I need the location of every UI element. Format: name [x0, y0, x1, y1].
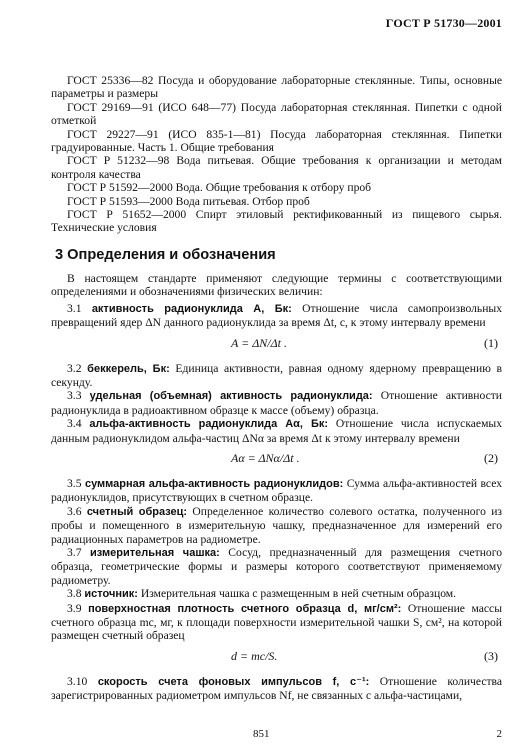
formula-2	[51, 452, 502, 468]
definition-term: активность радионуклида A, Бк:	[91, 302, 292, 315]
reference-item: ГОСТ Р 51652—2000 Спирт этиловый ректификованный из пищевого сырья. Технические условия	[51, 208, 502, 235]
definition-term: удельная (объемная) активность радионуклида:	[89, 390, 373, 403]
standard-header: ГОСТ Р 51730—2001	[385, 16, 502, 30]
definition-3-7: 3.7 измерительная чашка: Сосуд, предназначенный для размещения счетного образца, геометрические формы и размеры которого соответствуют применяемому радиометру.	[51, 545, 502, 587]
definition-3-3: 3.3 удельная (объемная) активность радионуклида: Отношение активности радионуклида в радиоактивном образце к массе (объему) образца.	[51, 389, 502, 417]
reference-list	[51, 74, 502, 235]
page-content	[51, 74, 502, 703]
section-intro: В настоящем стандарте применяют следующие термины с соответствующими определениями и обозначениями физических величин:	[51, 271, 502, 299]
formula-number: (2)	[484, 450, 498, 465]
formula-1	[51, 337, 502, 353]
reference-item: ГОСТ 29169—91 (ИСО 648—77) Посуда лабораторная стеклянная. Пипетки с одной отметкой	[51, 100, 502, 128]
definition-3-4: 3.4 альфа-активность радионуклида Aα, Бк: Отношение числа испускаемых данным радионуклидом альфа-частиц ΔNα за время Δt к этому интервалу времени	[51, 417, 502, 445]
formula-expression: A = ΔN/Δt .	[231, 335, 287, 350]
formula-number: (3)	[484, 648, 498, 663]
definition-term: поверхностная плотность счетного образца d, мг/см²:	[88, 602, 402, 615]
definition-term: беккерель, Бк:	[87, 362, 170, 375]
page-number-center: 851	[253, 728, 270, 740]
formula-expression: Aα = ΔNα/Δt .	[231, 450, 300, 465]
definition-term: суммарная альфа-активность радионуклидов:	[84, 477, 344, 490]
definition-3-5: 3.5 суммарная альфа-активность радионуклидов: Сумма альфа-активностей всех радионуклидов, присутствующих в счетном образце.	[51, 476, 502, 505]
definition-3-1: 3.1 активность радионуклида A, Бк: Отношение числа самопроизвольных превращений ядер ΔN данного радионуклида за время Δt, с, к этому интервалу времени	[51, 301, 502, 330]
definition-3-10: 3.10 скорость счета фоновых импульсов f, с⁻¹: Отношение количества зарегистрированных радиометром импульсов Nf, не связанных с альфа-частицами,	[51, 674, 502, 703]
section-title: 3 Определения и обозначения	[55, 246, 276, 263]
definition-term: источник:	[84, 588, 138, 601]
reference-item: ГОСТ Р 51593—2000 Вода питьевая. Отбор проб	[67, 194, 310, 208]
reference-item: ГОСТ Р 51232—98 Вода питьевая. Общие требования к организации и методам контроля качества	[51, 154, 502, 181]
reference-item: ГОСТ Р 51592—2000 Вода. Общие требования к отбору проб	[67, 181, 372, 195]
definition-term: счетный образец:	[86, 505, 188, 518]
formula-expression: d = mс/S.	[231, 648, 278, 663]
definition-3-6: 3.6 счетный образец: Определенное количество солевого остатка, полученного из пробы и помещенного в измерительную чашку, предназначенное для измерений его радиационных параметров на радиометре.	[51, 504, 502, 546]
reference-item: ГОСТ 25336—82 Посуда и оборудование лабораторные стеклянные. Типы, основные параметры и размеры	[51, 74, 502, 101]
formula-number: (1)	[484, 335, 498, 350]
definition-term: скорость счета фоновых импульсов f, с⁻¹:	[97, 675, 370, 688]
definition-term: альфа-активность радионуклида Aα, Бк:	[89, 418, 329, 431]
definition-3-2: 3.2 беккерель, Бк: Единица активности, равная одному ядерному превращению в секунду.	[51, 361, 502, 389]
definition-term: измерительная чашка:	[90, 546, 220, 559]
page-number-right: 2	[496, 728, 502, 740]
formula-3	[51, 650, 502, 666]
reference-item: ГОСТ 29227—91 (ИСО 835-1—81) Посуда лабораторная стеклянная. Пипетки градуированные. Часть 1. Общие требования	[51, 127, 502, 155]
definition-3-9: 3.9 поверхностная плотность счетного образца d, мг/см²: Отношение массы счетного образца mс, мг, к площади поверхности измерительной чашки S, см², на которой размещен счетный образец	[51, 601, 502, 643]
definition-3-8: 3.8 источник: Измерительная чашка с размещенным в ней счетным образцом.	[67, 587, 457, 601]
